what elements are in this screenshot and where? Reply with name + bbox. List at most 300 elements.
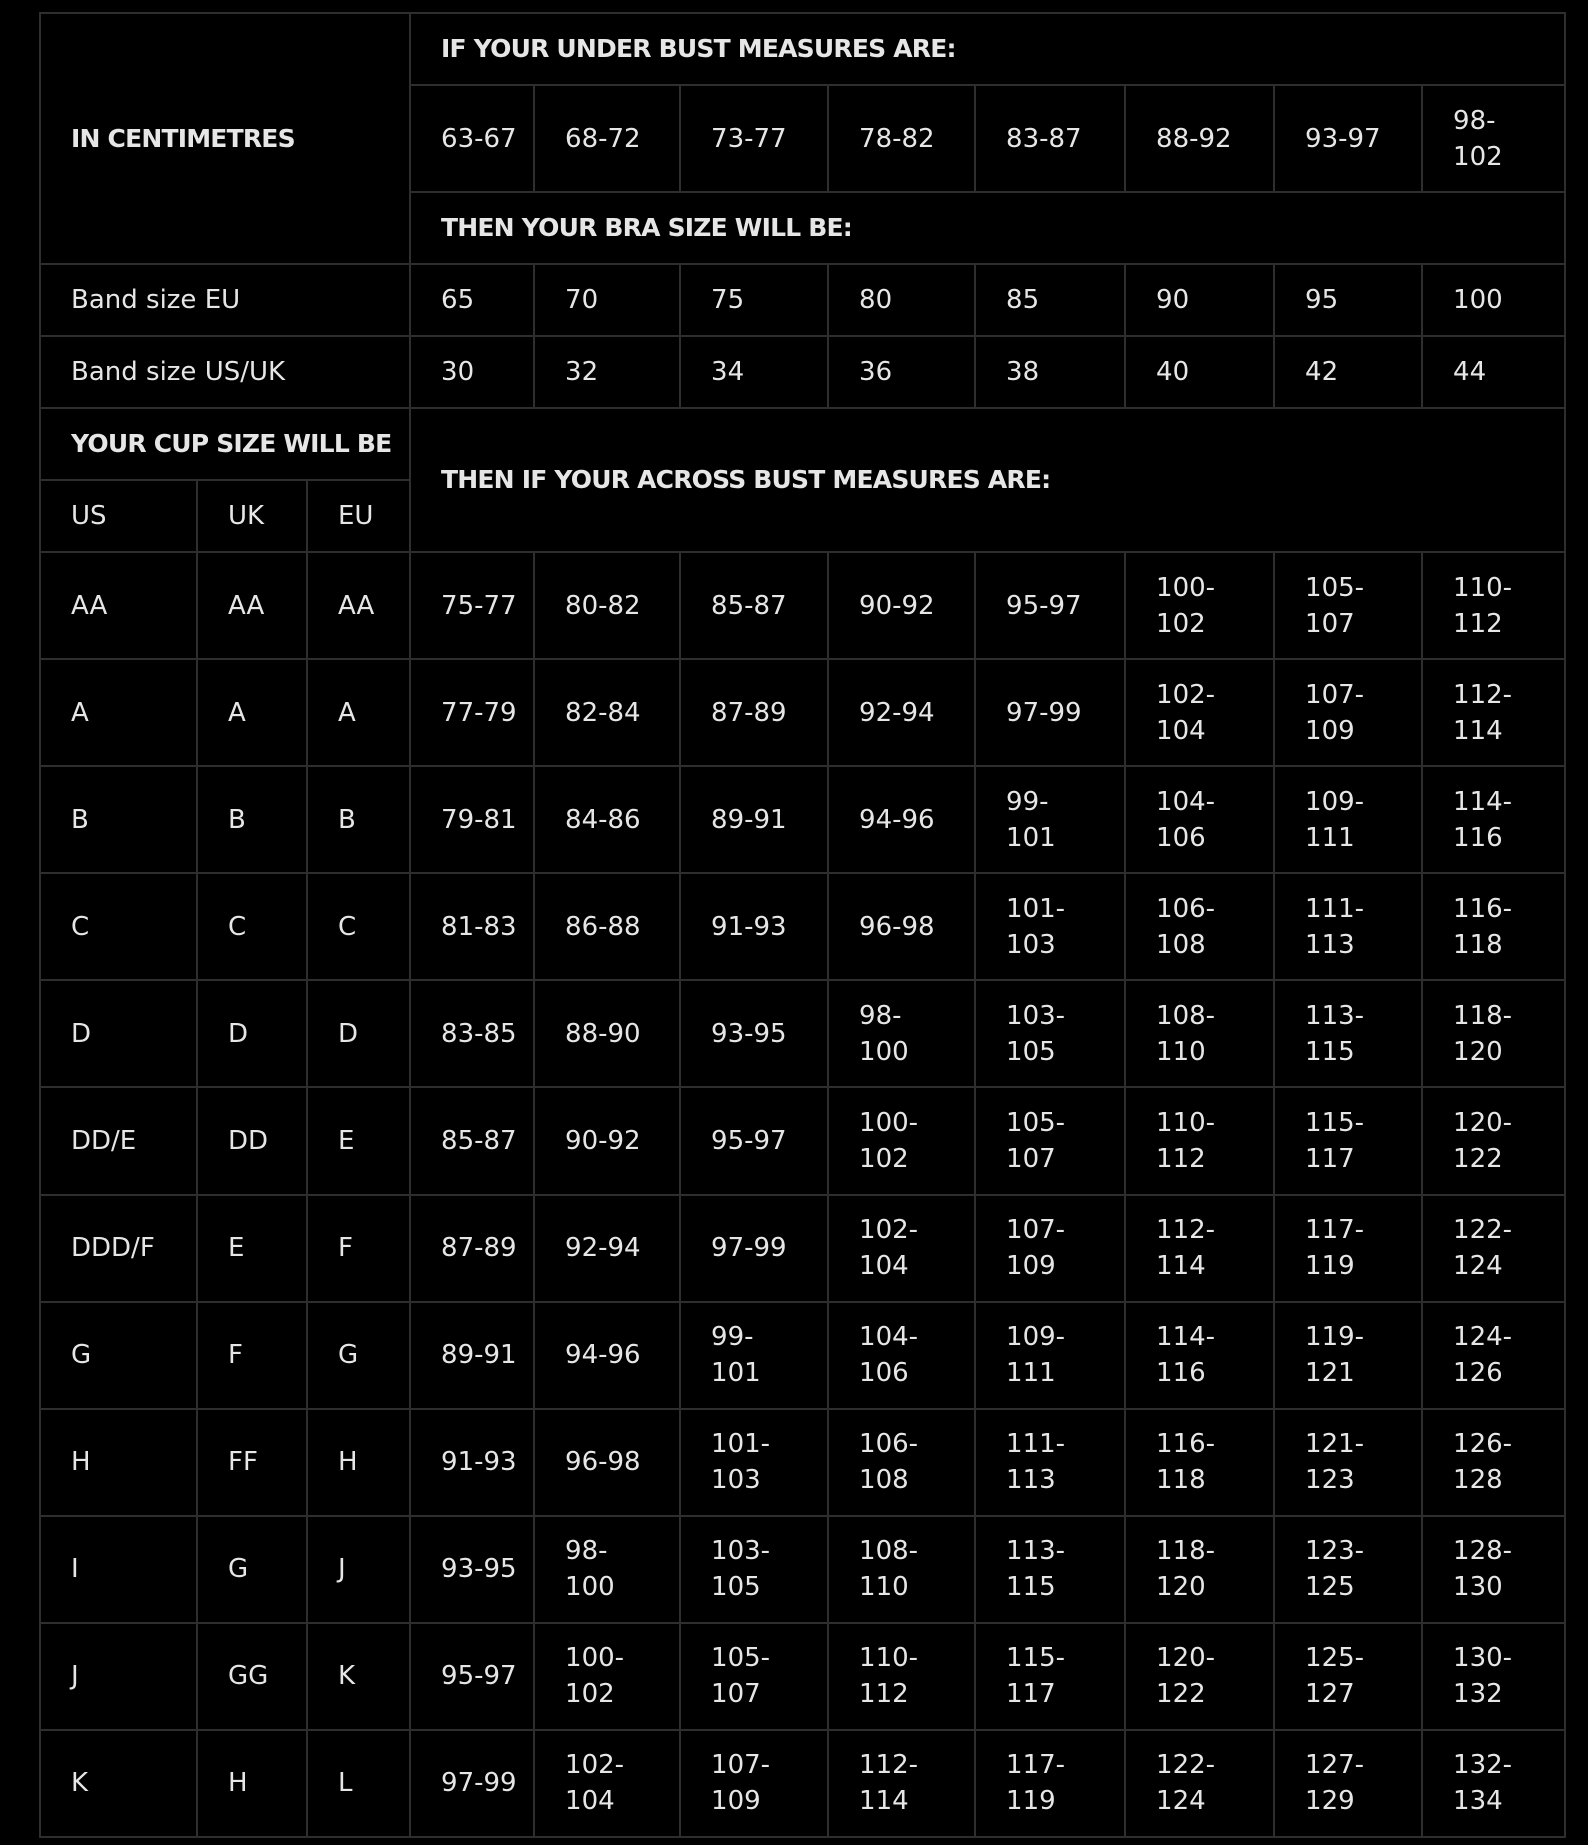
across-bust-range (1125, 552, 1274, 659)
range-start: 111- (1006, 1429, 1066, 1460)
cup-size-uk: E (197, 1195, 307, 1302)
range-start: 114- (1453, 786, 1513, 817)
across-bust-range (534, 1516, 680, 1623)
range-end: 119 (1305, 1251, 1355, 1282)
range-end: 102 (565, 1679, 615, 1710)
range-end: 118 (1453, 929, 1503, 960)
cup-size-uk: DD (197, 1087, 307, 1194)
cup-size-eu: G (307, 1302, 410, 1409)
band-usuk-value: 36 (828, 336, 975, 408)
across-bust-range (975, 1623, 1125, 1730)
cup-column-header: UK (197, 480, 307, 552)
cup-size-uk: C (197, 873, 307, 980)
range-end: 113 (1305, 929, 1355, 960)
across-bust-range: 84-86 (534, 766, 680, 873)
across-bust-range (1274, 1516, 1422, 1623)
range-start: 120- (1453, 1107, 1513, 1138)
range-end: 103 (1006, 929, 1056, 960)
range-start: 130- (1453, 1643, 1513, 1674)
range-end: 107 (711, 1679, 761, 1710)
under-bust-range: 88-92 (1125, 85, 1274, 192)
range-start: 116- (1156, 1429, 1216, 1460)
cup-size-eu: L (307, 1730, 410, 1837)
range-start: 115- (1006, 1643, 1066, 1674)
across-bust-range: 95-97 (975, 552, 1125, 659)
range-start: 106- (1156, 893, 1216, 924)
across-bust-range (1274, 980, 1422, 1087)
range-start: 100- (1156, 572, 1216, 603)
across-bust-range (1422, 873, 1565, 980)
range-start: 104- (1156, 786, 1216, 817)
range-end: 120 (1453, 1036, 1503, 1067)
range-start: 110- (1453, 572, 1513, 603)
across-bust-range: 94-96 (534, 1302, 680, 1409)
across-bust-range: 75-77 (410, 552, 534, 659)
range-end: 115 (1305, 1036, 1355, 1067)
range-start: 102- (859, 1215, 919, 1246)
cup-size-row (40, 980, 1565, 1087)
across-bust-range (975, 873, 1125, 980)
range-end: 105 (1006, 1036, 1056, 1067)
range-start: 109- (1006, 1322, 1066, 1353)
across-bust-range (1422, 1195, 1565, 1302)
range-end: 118 (1156, 1465, 1206, 1496)
cup-size-eu: AA (307, 552, 410, 659)
under-bust-range: 73-77 (680, 85, 828, 192)
cup-size-uk: A (197, 659, 307, 766)
range-end: 104 (565, 1786, 615, 1817)
cup-size-us: B (40, 766, 197, 873)
cup-size-row (40, 659, 1565, 766)
across-bust-range (1422, 766, 1565, 873)
range-start: 126- (1453, 1429, 1513, 1460)
cup-size-row (40, 552, 1565, 659)
range-start: 108- (1156, 1000, 1216, 1031)
cup-size-us: A (40, 659, 197, 766)
across-bust-range (975, 1516, 1125, 1623)
across-bust-range (1274, 1087, 1422, 1194)
cup-size-us: C (40, 873, 197, 980)
range-end: 104 (1156, 715, 1206, 746)
across-bust-range: 94-96 (828, 766, 975, 873)
range-end: 114 (1156, 1251, 1206, 1282)
range-start: 112- (859, 1750, 919, 1781)
range-start: 103- (1006, 1000, 1066, 1031)
range-end: 107 (1006, 1143, 1056, 1174)
range-start: 112- (1156, 1215, 1216, 1246)
range-end: 102 (1453, 141, 1503, 172)
range-end: 121 (1305, 1358, 1355, 1389)
band-eu-value: 100 (1422, 264, 1565, 336)
across-bust-range: 87-89 (410, 1195, 534, 1302)
band-eu-row (40, 264, 1565, 336)
across-bust-range (1125, 659, 1274, 766)
cup-size-eu: F (307, 1195, 410, 1302)
across-bust-range: 93-95 (680, 980, 828, 1087)
across-bust-range (828, 1623, 975, 1730)
across-bust-range: 97-99 (975, 659, 1125, 766)
range-start: 112- (1453, 679, 1513, 710)
range-end: 117 (1305, 1143, 1355, 1174)
range-start: 117- (1305, 1215, 1365, 1246)
range-start: 100- (565, 1643, 625, 1674)
across-bust-range: 91-93 (680, 873, 828, 980)
across-bust-range (1274, 1623, 1422, 1730)
range-start: 120- (1156, 1643, 1216, 1674)
across-bust-range (1422, 1087, 1565, 1194)
range-start: 108- (859, 1536, 919, 1567)
range-end: 108 (859, 1465, 909, 1496)
range-end: 109 (711, 1786, 761, 1817)
range-end: 107 (1305, 608, 1355, 639)
cup-size-row (40, 1516, 1565, 1623)
range-end: 119 (1006, 1786, 1056, 1817)
band-usuk-value: 42 (1274, 336, 1422, 408)
across-bust-range (975, 1302, 1125, 1409)
across-bust-range (1274, 659, 1422, 766)
across-bust-range (1125, 1302, 1274, 1409)
across-bust-range: 96-98 (828, 873, 975, 980)
cup-size-eu: K (307, 1623, 410, 1730)
cup-size-us: I (40, 1516, 197, 1623)
range-end: 134 (1453, 1786, 1503, 1817)
across-bust-range (828, 1730, 975, 1837)
range-start: 99- (711, 1322, 754, 1353)
band-eu-value: 90 (1125, 264, 1274, 336)
across-bust-range: 96-98 (534, 1409, 680, 1516)
band-usuk-value: 34 (680, 336, 828, 408)
range-end: 100 (565, 1572, 615, 1603)
range-end: 130 (1453, 1572, 1503, 1603)
range-start: 105- (1305, 572, 1365, 603)
across-bust-range (1125, 873, 1274, 980)
cup-size-us: J (40, 1623, 197, 1730)
range-end: 100 (859, 1036, 909, 1067)
range-start: 123- (1305, 1536, 1365, 1567)
range-end: 128 (1453, 1465, 1503, 1496)
across-bust-range (828, 1302, 975, 1409)
across-bust-range: 79-81 (410, 766, 534, 873)
range-end: 114 (859, 1786, 909, 1817)
cup-size-us: DD/E (40, 1087, 197, 1194)
across-bust-range (1422, 980, 1565, 1087)
cup-size-row (40, 1195, 1565, 1302)
range-start: 121- (1305, 1429, 1365, 1460)
across-bust-range (975, 766, 1125, 873)
range-start: 101- (1006, 893, 1066, 924)
across-bust-range (1125, 1623, 1274, 1730)
under-bust-range: 78-82 (828, 85, 975, 192)
under-bust-range: 63-67 (410, 85, 534, 192)
across-bust-range (1274, 552, 1422, 659)
cup-size-uk: G (197, 1516, 307, 1623)
range-start: 103- (711, 1536, 771, 1567)
range-end: 104 (859, 1251, 909, 1282)
range-end: 112 (1453, 608, 1503, 639)
range-start: 115- (1305, 1107, 1365, 1138)
range-end: 106 (1156, 822, 1206, 853)
across-bust-range: 81-83 (410, 873, 534, 980)
across-bust-range: 90-92 (828, 552, 975, 659)
under-bust-range: 83-87 (975, 85, 1125, 192)
band-eu-value: 65 (410, 264, 534, 336)
across-bust-range (1274, 766, 1422, 873)
band-usuk-value: 30 (410, 336, 534, 408)
range-end: 110 (1156, 1036, 1206, 1067)
range-end: 122 (1156, 1679, 1206, 1710)
range-start: 118- (1156, 1536, 1216, 1567)
across-bust-range: 89-91 (680, 766, 828, 873)
across-bust-range (1274, 1409, 1422, 1516)
range-end: 122 (1453, 1143, 1503, 1174)
across-bust-range (1274, 1730, 1422, 1837)
cup-size-us: G (40, 1302, 197, 1409)
cup-size-us: DDD/F (40, 1195, 197, 1302)
across-bust-range: 86-88 (534, 873, 680, 980)
cup-size-row (40, 1623, 1565, 1730)
across-bust-range (534, 1623, 680, 1730)
range-end: 110 (859, 1572, 909, 1603)
range-end: 124 (1156, 1786, 1206, 1817)
across-bust-range (1422, 659, 1565, 766)
cup-size-uk: B (197, 766, 307, 873)
range-start: 107- (1006, 1215, 1066, 1246)
under-bust-range (1422, 85, 1565, 192)
range-end: 102 (859, 1143, 909, 1174)
cup-size-row (40, 873, 1565, 980)
cup-size-eu: D (307, 980, 410, 1087)
range-start: 100- (859, 1107, 919, 1138)
across-bust-range: 91-93 (410, 1409, 534, 1516)
cup-size-us: H (40, 1409, 197, 1516)
band-eu-value: 95 (1274, 264, 1422, 336)
across-bust-range (975, 1087, 1125, 1194)
across-bust-range (828, 1087, 975, 1194)
cup-size-us: K (40, 1730, 197, 1837)
across-bust-range: 93-95 (410, 1516, 534, 1623)
across-bust-range (1422, 1302, 1565, 1409)
range-start: 118- (1453, 1000, 1513, 1031)
across-bust-range (1274, 1302, 1422, 1409)
band-eu-value: 75 (680, 264, 828, 336)
range-start: 116- (1453, 893, 1513, 924)
range-end: 111 (1305, 822, 1355, 853)
range-end: 115 (1006, 1572, 1056, 1603)
band-usuk-row (40, 336, 1565, 408)
across-bust-range (534, 1730, 680, 1837)
range-start: 111- (1305, 893, 1365, 924)
cup-column-header: EU (307, 480, 410, 552)
cup-size-row (40, 1087, 1565, 1194)
cup-size-title: YOUR CUP SIZE WILL BE (40, 408, 410, 480)
across-bust-range (975, 1409, 1125, 1516)
range-end: 101 (1006, 822, 1056, 853)
cup-size-eu: J (307, 1516, 410, 1623)
band-usuk-value: 32 (534, 336, 680, 408)
range-start: 127- (1305, 1750, 1365, 1781)
across-bust-range (975, 980, 1125, 1087)
across-bust-range: 97-99 (680, 1195, 828, 1302)
range-end: 124 (1453, 1251, 1503, 1282)
range-end: 114 (1453, 715, 1503, 746)
across-bust-range (1422, 1409, 1565, 1516)
range-start: 113- (1006, 1536, 1066, 1567)
across-bust-range (1125, 1087, 1274, 1194)
range-start: 105- (711, 1643, 771, 1674)
across-bust-range (975, 1730, 1125, 1837)
cup-size-uk: FF (197, 1409, 307, 1516)
under-bust-range: 93-97 (1274, 85, 1422, 192)
band-eu-label: Band size EU (40, 264, 410, 336)
range-start: 102- (1156, 679, 1216, 710)
range-end: 111 (1006, 1358, 1056, 1389)
range-end: 106 (859, 1358, 909, 1389)
band-usuk-value: 44 (1422, 336, 1565, 408)
range-start: 117- (1006, 1750, 1066, 1781)
range-end: 112 (859, 1679, 909, 1710)
across-bust-range: 90-92 (534, 1087, 680, 1194)
across-bust-range (1422, 552, 1565, 659)
range-end: 129 (1305, 1786, 1355, 1817)
range-end: 105 (711, 1572, 761, 1603)
across-bust-range (680, 1516, 828, 1623)
range-start: 105- (1006, 1107, 1066, 1138)
across-bust-range: 83-85 (410, 980, 534, 1087)
across-bust-range (828, 1516, 975, 1623)
bra-size-chart (39, 12, 1566, 1838)
range-start: 107- (711, 1750, 771, 1781)
across-bust-range: 88-90 (534, 980, 680, 1087)
range-end: 123 (1305, 1465, 1355, 1496)
bra-size-title: THEN YOUR BRA SIZE WILL BE: (410, 192, 1565, 264)
range-end: 117 (1006, 1679, 1056, 1710)
range-end: 126 (1453, 1358, 1503, 1389)
band-eu-value: 70 (534, 264, 680, 336)
cup-column-header: US (40, 480, 197, 552)
across-bust-range: 92-94 (828, 659, 975, 766)
cup-size-uk: D (197, 980, 307, 1087)
range-start: 128- (1453, 1536, 1513, 1567)
range-start: 99- (1006, 786, 1049, 817)
range-end: 101 (711, 1358, 761, 1389)
across-bust-range (1125, 1409, 1274, 1516)
across-bust-range (975, 1195, 1125, 1302)
range-end: 125 (1305, 1572, 1355, 1603)
range-start: 125- (1305, 1643, 1365, 1674)
cup-size-uk: H (197, 1730, 307, 1837)
across-bust-range: 77-79 (410, 659, 534, 766)
across-bust-range (1422, 1623, 1565, 1730)
band-eu-value: 85 (975, 264, 1125, 336)
across-bust-range (1125, 766, 1274, 873)
range-start: 98- (859, 1000, 902, 1031)
across-bust-range: 82-84 (534, 659, 680, 766)
across-bust-range (1125, 1516, 1274, 1623)
range-end: 116 (1453, 822, 1503, 853)
cup-size-row (40, 1409, 1565, 1516)
range-end: 120 (1156, 1572, 1206, 1603)
range-start: 98- (1453, 105, 1496, 136)
range-start: 109- (1305, 786, 1365, 817)
units-label: IN CENTIMETRES (40, 13, 410, 264)
band-eu-value: 80 (828, 264, 975, 336)
range-end: 113 (1006, 1465, 1056, 1496)
range-end: 102 (1156, 608, 1206, 639)
across-bust-range (1125, 1730, 1274, 1837)
across-bust-range (1274, 873, 1422, 980)
range-start: 114- (1156, 1322, 1216, 1353)
range-start: 107- (1305, 679, 1365, 710)
range-start: 132- (1453, 1750, 1513, 1781)
across-bust-range (828, 1409, 975, 1516)
cup-size-uk: F (197, 1302, 307, 1409)
under-bust-title: IF YOUR UNDER BUST MEASURES ARE: (410, 13, 1565, 85)
cup-size-us: D (40, 980, 197, 1087)
across-bust-title: THEN IF YOUR ACROSS BUST MEASURES ARE: (410, 408, 1565, 552)
range-end: 108 (1156, 929, 1206, 960)
under-bust-range: 68-72 (534, 85, 680, 192)
across-bust-range: 89-91 (410, 1302, 534, 1409)
range-end: 132 (1453, 1679, 1503, 1710)
cup-size-eu: A (307, 659, 410, 766)
cup-size-uk: AA (197, 552, 307, 659)
across-bust-range: 92-94 (534, 1195, 680, 1302)
across-bust-range: 95-97 (410, 1623, 534, 1730)
across-bust-range (1422, 1516, 1565, 1623)
band-usuk-label: Band size US/UK (40, 336, 410, 408)
across-bust-range (680, 1730, 828, 1837)
range-start: 122- (1453, 1215, 1513, 1246)
cup-size-row (40, 1730, 1565, 1837)
range-end: 103 (711, 1465, 761, 1496)
cup-size-eu: E (307, 1087, 410, 1194)
across-bust-range (1422, 1730, 1565, 1837)
band-usuk-value: 40 (1125, 336, 1274, 408)
range-end: 109 (1006, 1251, 1056, 1282)
across-bust-range (680, 1623, 828, 1730)
across-bust-range (1125, 1195, 1274, 1302)
range-start: 124- (1453, 1322, 1513, 1353)
band-usuk-value: 38 (975, 336, 1125, 408)
cup-size-us: AA (40, 552, 197, 659)
range-start: 101- (711, 1429, 771, 1460)
range-start: 98- (565, 1536, 608, 1567)
range-start: 110- (1156, 1107, 1216, 1138)
cup-size-row (40, 1302, 1565, 1409)
range-end: 112 (1156, 1143, 1206, 1174)
across-bust-range (828, 980, 975, 1087)
across-bust-range (680, 1302, 828, 1409)
range-start: 106- (859, 1429, 919, 1460)
across-bust-range: 85-87 (410, 1087, 534, 1194)
across-bust-range (1274, 1195, 1422, 1302)
across-bust-range: 95-97 (680, 1087, 828, 1194)
range-start: 104- (859, 1322, 919, 1353)
range-start: 122- (1156, 1750, 1216, 1781)
across-bust-range (1125, 980, 1274, 1087)
range-start: 113- (1305, 1000, 1365, 1031)
across-bust-range: 80-82 (534, 552, 680, 659)
range-start: 102- (565, 1750, 625, 1781)
across-bust-range: 87-89 (680, 659, 828, 766)
across-bust-range (680, 1409, 828, 1516)
cup-size-eu: B (307, 766, 410, 873)
range-start: 119- (1305, 1322, 1365, 1353)
range-end: 127 (1305, 1679, 1355, 1710)
range-end: 109 (1305, 715, 1355, 746)
across-bust-range (828, 1195, 975, 1302)
across-bust-range: 85-87 (680, 552, 828, 659)
